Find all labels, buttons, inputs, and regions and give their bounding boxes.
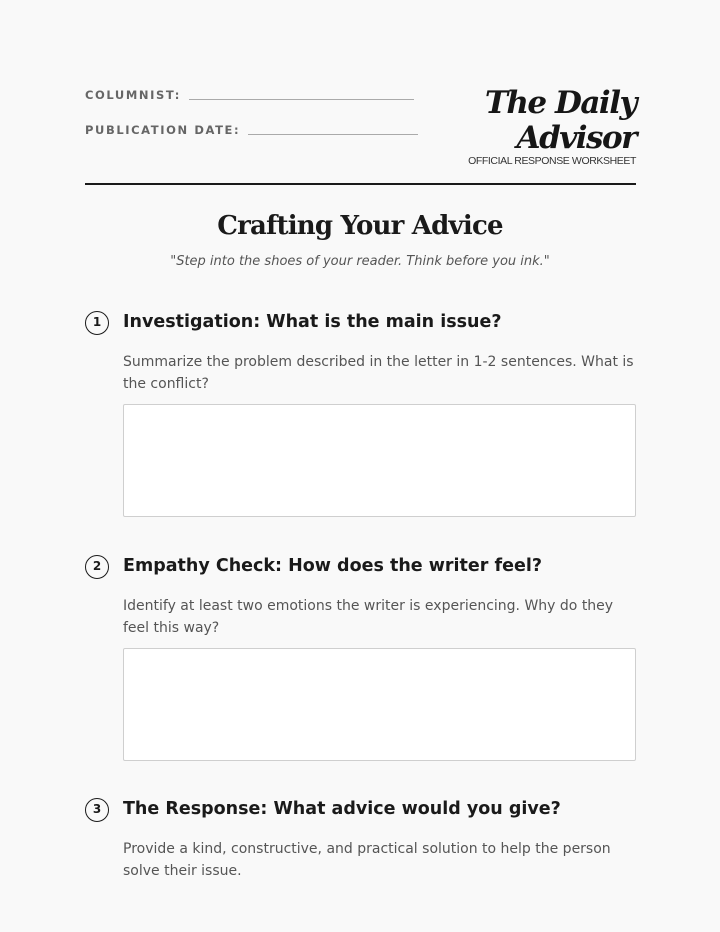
columnist-label: COLUMNIST: <box>85 88 181 102</box>
section-number-badge: 3 <box>85 798 109 822</box>
brand-subtitle: OFFICIAL RESPONSE WORKSHEET <box>468 155 636 167</box>
page-quote: "Step into the shoes of your reader. Think before you ink." <box>170 254 550 269</box>
section-description: Identify at least two emotions the writer is experiencing. Why do they feel this way? <box>123 598 614 636</box>
columnist-input-line[interactable] <box>189 99 414 100</box>
publication-date-input-line[interactable] <box>248 134 418 135</box>
brand-title-line1: The Daily <box>484 85 636 121</box>
header-divider <box>85 183 636 185</box>
publication-date-field <box>85 123 418 137</box>
columnist-field <box>85 88 414 102</box>
section-description: Provide a kind, constructive, and practical solution to help the person solve their issue. <box>123 841 611 879</box>
section-response <box>85 798 636 898</box>
section-description: Summarize the problem described in the letter in 1-2 sentences. What is the conflict? <box>123 354 634 392</box>
brand-logo <box>468 86 636 167</box>
brand-title-line2: Advisor <box>516 120 636 156</box>
section-title: Empathy Check: How does the writer feel? <box>123 556 543 576</box>
answer-box-empathy-check[interactable] <box>123 648 636 761</box>
publication-date-label: PUBLICATION DATE: <box>85 123 241 137</box>
page-title: Crafting Your Advice <box>217 211 503 241</box>
worksheet-header <box>85 86 636 186</box>
section-number-badge: 2 <box>85 555 109 579</box>
section-title: The Response: What advice would you give? <box>123 799 561 819</box>
section-investigation <box>85 311 636 521</box>
section-empathy-check <box>85 555 636 765</box>
answer-box-investigation[interactable] <box>123 404 636 517</box>
section-number-badge: 1 <box>85 311 109 335</box>
section-title: Investigation: What is the main issue? <box>123 312 502 332</box>
